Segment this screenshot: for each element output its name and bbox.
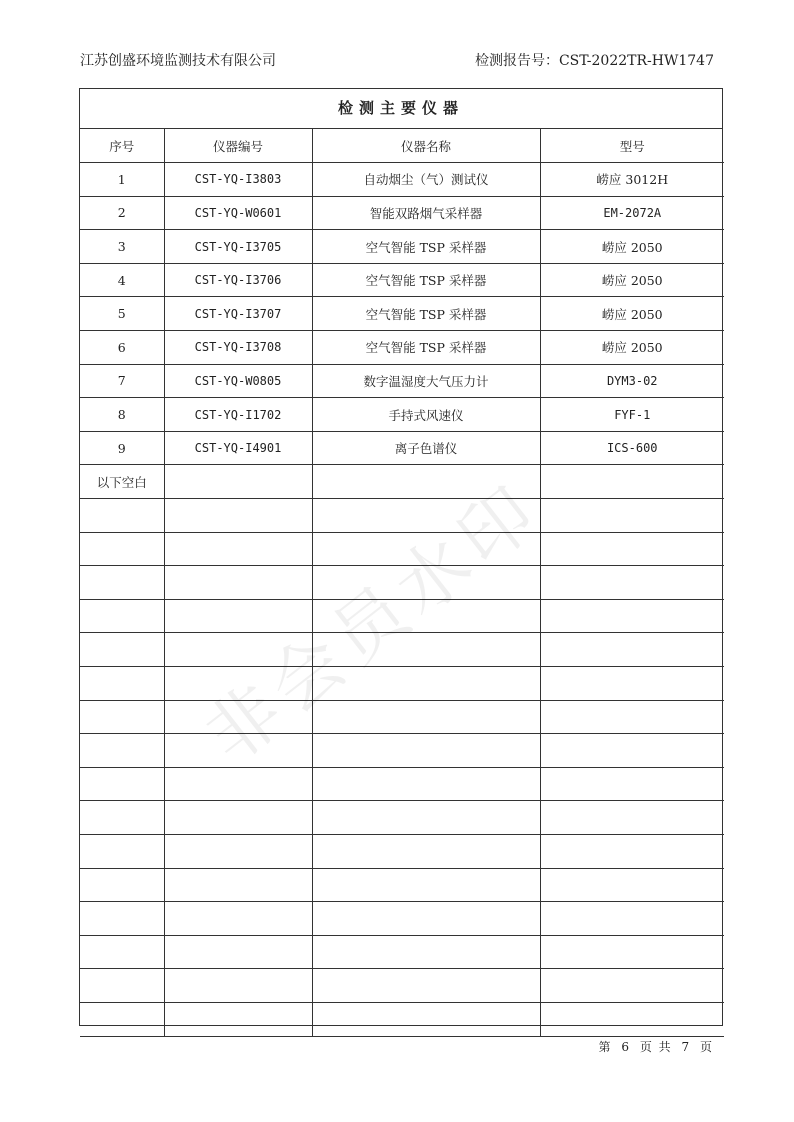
- table-cell-col-instrument-name: [312, 902, 540, 936]
- table-cell-col-instrument-id: CST-YQ-I4901: [164, 431, 312, 465]
- table-cell-col-instrument-id: CST-YQ-I3706: [164, 263, 312, 297]
- table-cell-col-model: 崂应 3012H: [540, 163, 724, 197]
- table-row: [80, 902, 724, 936]
- table-cell-col-index: 9: [80, 431, 164, 465]
- table-cell-col-instrument-name: [312, 969, 540, 1003]
- footer-suffix: 页: [699, 1040, 712, 1054]
- table-cell-col-model: [540, 868, 724, 902]
- current-page: 6: [621, 1040, 630, 1054]
- table-cell-col-instrument-name: [312, 599, 540, 633]
- column-header-col-instrument-name: 仪器名称: [312, 129, 540, 163]
- table-cell-col-instrument-name: [312, 566, 540, 600]
- table-row: [80, 364, 724, 398]
- table-cell-col-model: [540, 667, 724, 701]
- table-row: [80, 331, 724, 365]
- table-cell-col-index: [80, 935, 164, 969]
- table-cell-col-model: [540, 700, 724, 734]
- table-cell-col-index: 以下空白: [80, 465, 164, 499]
- table-cell-col-instrument-id: CST-YQ-W0601: [164, 196, 312, 230]
- table-cell-col-index: 3: [80, 230, 164, 264]
- table-cell-col-instrument-id: CST-YQ-I3708: [164, 331, 312, 365]
- table-cell-col-instrument-id: [164, 667, 312, 701]
- table-row: [80, 801, 724, 835]
- table-cell-col-index: 2: [80, 196, 164, 230]
- footer-mid: 页 共: [639, 1040, 671, 1054]
- table-row: [80, 734, 724, 768]
- report-number: 检测报告号：CST-2022TR-HW1747: [474, 53, 714, 69]
- table-cell-col-model: EM-2072A: [540, 196, 724, 230]
- table-cell-col-index: [80, 499, 164, 533]
- table-cell-col-index: 6: [80, 331, 164, 365]
- table-cell-col-instrument-name: [312, 700, 540, 734]
- company-name: 江苏创盛环境监测技术有限公司: [80, 53, 276, 69]
- table-cell-col-instrument-name: 自动烟尘（气）测试仪: [312, 163, 540, 197]
- column-header-col-model: 型号: [540, 129, 724, 163]
- table-cell-col-instrument-name: [312, 667, 540, 701]
- table-header-row: [80, 129, 724, 163]
- table-cell-col-index: [80, 1002, 164, 1036]
- table-cell-col-index: 5: [80, 297, 164, 331]
- table-row: [80, 633, 724, 667]
- table-cell-col-index: [80, 969, 164, 1003]
- table-cell-col-model: [540, 499, 724, 533]
- table-cell-col-instrument-id: [164, 969, 312, 1003]
- table-cell-col-index: [80, 834, 164, 868]
- table-row: [80, 969, 724, 1003]
- table-cell-col-instrument-name: [312, 767, 540, 801]
- table-row: [80, 230, 724, 264]
- instrument-table: [80, 129, 724, 1037]
- table-row: [80, 398, 724, 432]
- page-header: [80, 50, 714, 70]
- table-cell-col-index: [80, 599, 164, 633]
- table-cell-col-model: FYF-1: [540, 398, 724, 432]
- table-row: [80, 834, 724, 868]
- table-cell-col-model: [540, 465, 724, 499]
- table-cell-col-instrument-id: [164, 465, 312, 499]
- table-cell-col-instrument-name: 空气智能 TSP 采样器: [312, 230, 540, 264]
- table-cell-col-instrument-name: [312, 935, 540, 969]
- table-cell-col-index: [80, 868, 164, 902]
- table-cell-col-model: [540, 801, 724, 835]
- table-row: [80, 532, 724, 566]
- table-cell-col-model: [540, 969, 724, 1003]
- table-row: [80, 499, 724, 533]
- table-cell-col-index: [80, 734, 164, 768]
- table-cell-col-instrument-name: [312, 801, 540, 835]
- table-row: [80, 465, 724, 499]
- table-row: [80, 935, 724, 969]
- table-cell-col-instrument-id: [164, 902, 312, 936]
- table-cell-col-index: 4: [80, 263, 164, 297]
- total-pages: 7: [681, 1040, 690, 1054]
- table-cell-col-index: [80, 633, 164, 667]
- table-row: [80, 868, 724, 902]
- table-cell-col-instrument-id: [164, 633, 312, 667]
- table-cell-col-instrument-id: CST-YQ-I3705: [164, 230, 312, 264]
- table-cell-col-instrument-id: CST-YQ-I1702: [164, 398, 312, 432]
- table-cell-col-instrument-id: [164, 767, 312, 801]
- watermark: 非会员水印: [189, 466, 557, 779]
- table-cell-col-instrument-name: [312, 834, 540, 868]
- table-row: [80, 767, 724, 801]
- table-cell-col-model: 崂应 2050: [540, 331, 724, 365]
- table-cell-col-instrument-id: CST-YQ-W0805: [164, 364, 312, 398]
- table-row: [80, 566, 724, 600]
- table-title: 检测主要仪器: [80, 89, 722, 129]
- table-row: [80, 700, 724, 734]
- table-cell-col-index: [80, 902, 164, 936]
- table-cell-col-instrument-id: [164, 599, 312, 633]
- table-cell-col-model: [540, 935, 724, 969]
- table-cell-col-model: ICS-600: [540, 431, 724, 465]
- table-cell-col-model: DYM3-02: [540, 364, 724, 398]
- table-cell-col-instrument-name: 空气智能 TSP 采样器: [312, 297, 540, 331]
- table-row: [80, 431, 724, 465]
- table-cell-col-index: 7: [80, 364, 164, 398]
- table-row: [80, 599, 724, 633]
- table-row: [80, 196, 724, 230]
- table-cell-col-instrument-name: [312, 633, 540, 667]
- table-cell-col-instrument-id: [164, 801, 312, 835]
- table-cell-col-index: 8: [80, 398, 164, 432]
- table-cell-col-instrument-id: CST-YQ-I3803: [164, 163, 312, 197]
- table-cell-col-instrument-name: [312, 499, 540, 533]
- table-cell-col-instrument-id: [164, 532, 312, 566]
- table-cell-col-index: [80, 767, 164, 801]
- table-cell-col-model: [540, 633, 724, 667]
- instrument-table-frame: [79, 88, 723, 1026]
- footer-prefix: 第: [598, 1040, 611, 1054]
- table-cell-col-index: [80, 801, 164, 835]
- table-cell-col-instrument-name: [312, 734, 540, 768]
- table-cell-col-instrument-name: [312, 465, 540, 499]
- table-cell-col-index: [80, 700, 164, 734]
- table-row: [80, 297, 724, 331]
- table-cell-col-instrument-name: 智能双路烟气采样器: [312, 196, 540, 230]
- table-cell-col-instrument-name: 离子色谱仪: [312, 431, 540, 465]
- table-cell-col-instrument-id: [164, 734, 312, 768]
- table-cell-col-instrument-id: [164, 499, 312, 533]
- table-cell-col-model: 崂应 2050: [540, 230, 724, 264]
- table-cell-col-instrument-id: [164, 700, 312, 734]
- table-row: [80, 667, 724, 701]
- table-cell-col-instrument-id: [164, 868, 312, 902]
- table-cell-col-instrument-id: CST-YQ-I3707: [164, 297, 312, 331]
- table-cell-col-index: [80, 667, 164, 701]
- page-footer: [597, 1038, 714, 1055]
- table-cell-col-index: 1: [80, 163, 164, 197]
- table-cell-col-instrument-id: [164, 566, 312, 600]
- table-cell-col-instrument-id: [164, 1002, 312, 1036]
- column-header-col-index: 序号: [80, 129, 164, 163]
- table-cell-col-model: [540, 767, 724, 801]
- table-cell-col-instrument-name: [312, 532, 540, 566]
- column-header-col-instrument-id: 仪器编号: [164, 129, 312, 163]
- table-cell-col-index: [80, 566, 164, 600]
- table-cell-col-instrument-name: [312, 1002, 540, 1036]
- table-cell-col-instrument-name: 空气智能 TSP 采样器: [312, 263, 540, 297]
- table-cell-col-model: [540, 902, 724, 936]
- table-cell-col-model: [540, 1002, 724, 1036]
- table-cell-col-model: [540, 532, 724, 566]
- table-cell-col-instrument-id: [164, 935, 312, 969]
- table-cell-col-instrument-name: [312, 868, 540, 902]
- table-cell-col-instrument-name: 空气智能 TSP 采样器: [312, 331, 540, 365]
- table-cell-col-instrument-name: 手持式风速仪: [312, 398, 540, 432]
- table-cell-col-instrument-id: [164, 834, 312, 868]
- table-cell-col-model: [540, 566, 724, 600]
- table-cell-col-model: [540, 599, 724, 633]
- table-cell-col-index: [80, 532, 164, 566]
- table-cell-col-model: 崂应 2050: [540, 263, 724, 297]
- table-cell-col-model: 崂应 2050: [540, 297, 724, 331]
- table-row: [80, 163, 724, 197]
- table-cell-col-instrument-name: 数字温湿度大气压力计: [312, 364, 540, 398]
- table-row: [80, 263, 724, 297]
- table-cell-col-model: [540, 734, 724, 768]
- table-row: [80, 1002, 724, 1036]
- table-cell-col-model: [540, 834, 724, 868]
